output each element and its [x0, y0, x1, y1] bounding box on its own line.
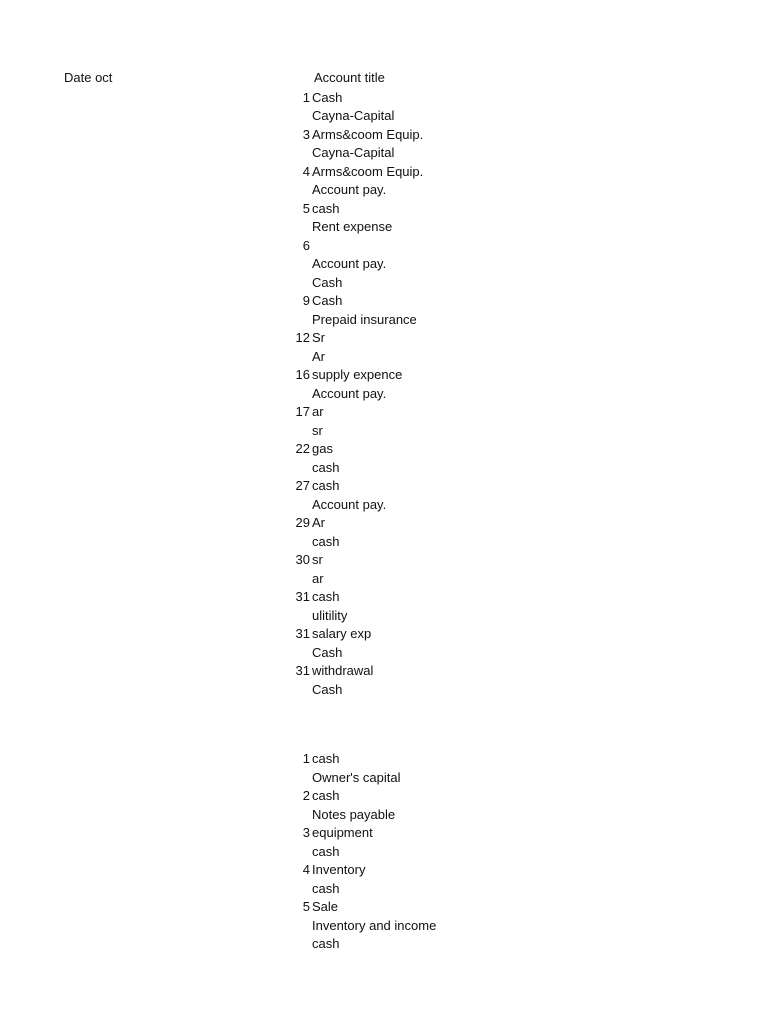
- journal-row: [270, 403, 570, 422]
- journal-row: [270, 935, 570, 954]
- entry-day: [270, 935, 312, 954]
- journal-row: [270, 588, 570, 607]
- journal-row: [270, 551, 570, 570]
- entry-day: [270, 218, 312, 237]
- entry-account: cash: [312, 936, 340, 951]
- entry-day: 3: [302, 825, 310, 840]
- entry-account: Account pay.: [312, 182, 387, 197]
- entry-account: Cayna-Capital: [312, 108, 395, 123]
- journal-row: [270, 843, 570, 862]
- entry-account: Account pay.: [312, 385, 387, 401]
- entry-account: Sale: [312, 899, 339, 914]
- entry-day: 30: [295, 552, 310, 567]
- entry-account: Ar: [312, 515, 325, 530]
- entry-day: 5: [302, 899, 310, 914]
- entry-account: ulitility: [312, 607, 348, 623]
- entry-account: withdrawal: [312, 663, 374, 678]
- journal-row: [270, 237, 570, 256]
- journal-row: [270, 329, 570, 348]
- entry-day: 1: [302, 89, 310, 105]
- entry-day: 12: [295, 330, 310, 345]
- entry-day: [270, 570, 312, 589]
- entry-account: cash: [312, 788, 340, 803]
- entry-day: 6: [302, 237, 310, 253]
- entry-day: [270, 880, 312, 899]
- entry-day: 31: [295, 589, 310, 604]
- journal-row: [270, 311, 570, 330]
- journal-row: [270, 274, 570, 293]
- entry-account: salary exp: [312, 626, 372, 641]
- entry-day: [270, 274, 312, 293]
- entry-day: [270, 144, 312, 163]
- journal-row: [270, 662, 570, 681]
- entry-day: 29: [295, 515, 310, 530]
- entry-account: Notes payable: [312, 806, 396, 822]
- entry-account: [312, 237, 570, 256]
- entry-account: Prepaid insurance: [312, 311, 417, 327]
- entry-day: [270, 348, 312, 367]
- entry-account: Cayna-Capital: [312, 145, 395, 160]
- journal-row: [270, 787, 570, 806]
- entry-day: [270, 255, 312, 274]
- entry-day: [270, 311, 312, 330]
- journal-row: [270, 861, 570, 880]
- journal-row: [270, 255, 570, 274]
- entry-day: 1: [302, 751, 310, 766]
- journal-row: [270, 769, 570, 788]
- entry-account: Account pay.: [312, 496, 387, 512]
- entry-day: [270, 769, 312, 788]
- entry-account: Account pay.: [312, 256, 387, 271]
- entry-day: [270, 107, 312, 126]
- entry-account: Inventory and income: [312, 917, 437, 933]
- entry-account: Cash: [312, 644, 343, 660]
- entry-account: sr: [312, 552, 323, 567]
- entry-day: [270, 806, 312, 825]
- entry-account: Ar: [312, 348, 325, 364]
- entry-account: Owner's capital: [312, 769, 401, 785]
- entry-account: Arms&coom Equip.: [312, 126, 424, 142]
- journal-row: [270, 496, 570, 515]
- entry-day: [270, 459, 312, 478]
- journal-row: [270, 200, 570, 219]
- entry-day: [270, 681, 312, 700]
- journal-row: [270, 292, 570, 311]
- entry-day: 17: [295, 404, 310, 419]
- entry-day: [270, 843, 312, 862]
- entry-day: [270, 917, 312, 936]
- journal-row: [270, 181, 570, 200]
- journal-row: [270, 144, 570, 163]
- entry-account: ar: [312, 404, 324, 419]
- entry-account: Sr: [312, 330, 325, 345]
- entry-day: [270, 533, 312, 552]
- journal-row: [270, 625, 570, 644]
- entry-day: 27: [295, 478, 310, 493]
- entry-day: [270, 385, 312, 404]
- journal-row: [270, 898, 570, 917]
- journal-row: [270, 607, 570, 626]
- entry-day: 31: [295, 626, 310, 641]
- entry-account: Cash: [312, 681, 343, 697]
- journal-row: [270, 644, 570, 663]
- entry-account: ar: [312, 570, 324, 586]
- journal-row: [270, 366, 570, 385]
- journal-row: [270, 348, 570, 367]
- entry-account: Cash: [312, 89, 343, 105]
- journal-row: [270, 514, 570, 533]
- entry-day: 4: [302, 862, 310, 877]
- entry-account: equipment: [312, 825, 373, 840]
- entry-account: cash: [312, 589, 340, 604]
- entry-account: supply expence: [312, 367, 403, 382]
- entry-account: Cash: [312, 274, 343, 290]
- account-title-header: Account title: [314, 70, 385, 85]
- date-header: Date oct: [64, 70, 113, 85]
- entry-account: Rent expense: [312, 219, 393, 234]
- entry-account: cash: [312, 478, 340, 493]
- journal-row: [270, 533, 570, 552]
- journal-row: [270, 459, 570, 478]
- journal-row: [270, 570, 570, 589]
- journal-row: [270, 880, 570, 899]
- entry-day: [270, 607, 312, 626]
- journal-entries-second-set: [270, 750, 570, 954]
- entry-account: cash: [312, 751, 340, 766]
- entry-account: sr: [312, 422, 323, 438]
- journal-row: [270, 477, 570, 496]
- entry-day: 16: [295, 367, 310, 382]
- journal-row: [270, 440, 570, 459]
- journal-row: [270, 750, 570, 769]
- journal-entries-october: [270, 89, 570, 700]
- entry-account: cash: [312, 533, 340, 549]
- entry-day: 9: [302, 293, 310, 308]
- entry-day: [270, 422, 312, 441]
- entry-account: Cash: [312, 293, 343, 308]
- entry-account: gas: [312, 441, 333, 456]
- entry-account: cash: [312, 843, 340, 859]
- journal-row: [270, 422, 570, 441]
- journal-row: [270, 89, 570, 108]
- entry-day: [270, 496, 312, 515]
- entry-account: Arms&coom Equip.: [312, 163, 424, 179]
- entry-day: 2: [302, 788, 310, 803]
- journal-row: [270, 824, 570, 843]
- journal-row: [270, 218, 570, 237]
- journal-row: [270, 126, 570, 145]
- entry-account: Inventory: [312, 862, 366, 877]
- entry-day: 22: [295, 441, 310, 456]
- entry-day: 4: [302, 163, 310, 179]
- entry-day: [270, 181, 312, 200]
- entry-account: cash: [312, 880, 340, 896]
- journal-row: [270, 806, 570, 825]
- journal-row: [270, 385, 570, 404]
- journal-row: [270, 681, 570, 700]
- entry-account: cash: [312, 459, 340, 475]
- journal-row: [270, 107, 570, 126]
- journal-row: [270, 917, 570, 936]
- journal-row: [270, 163, 570, 182]
- entry-day: 5: [302, 200, 310, 216]
- entry-day: 3: [302, 126, 310, 142]
- entry-account: cash: [312, 200, 340, 216]
- entry-day: [270, 644, 312, 663]
- entry-day: 31: [295, 663, 310, 678]
